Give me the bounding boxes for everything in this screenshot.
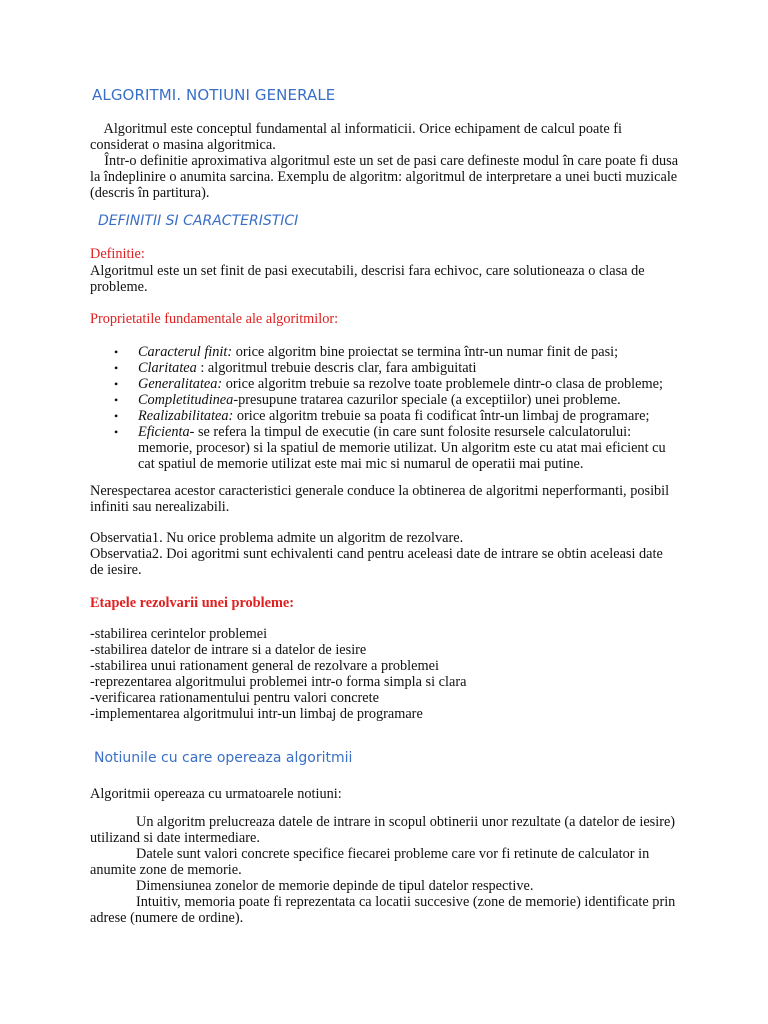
bullet-icon: • xyxy=(114,361,119,375)
property-text: memorie, procesor) si la spatiul de memorie utilizat. Un algoritm este cu atat mai eficient cu xyxy=(138,440,666,456)
list-item: -stabilirea datelor de intrare si a datelor de iesire xyxy=(90,642,367,658)
list-item: -verificarea rationamentului pentru valori concrete xyxy=(90,690,379,706)
section-title-notions: Notiunile cu care opereaza algoritmii xyxy=(94,750,353,766)
list-item: -stabilirea cerintelor problemei xyxy=(90,626,268,642)
property-term: Claritatea xyxy=(138,360,197,376)
definition-label: Definitie: xyxy=(90,246,145,262)
property-text: orice algoritm trebuie sa poata fi codificat într-un limbaj de programare; xyxy=(233,408,650,424)
stages-list xyxy=(90,626,690,722)
intro-line: (descris în partitura). xyxy=(90,185,210,201)
nonrespect-paragraph xyxy=(90,483,710,515)
notion-line: Intuitiv, memoria poate fi reprezentata ca locatii succesive (zone de memorie) identificate prin xyxy=(136,894,676,910)
stages-label: Etapele rezolvarii unei probleme: xyxy=(90,595,294,611)
nonrespect-line: Nerespectarea acestor caracteristici generale conduce la obtinerea de algoritmi neperformanti, posibil xyxy=(90,483,670,499)
property-term: Eficienta- xyxy=(138,424,195,440)
list-item xyxy=(110,424,710,472)
bullet-icon: • xyxy=(114,393,119,407)
property-text: -presupune tratarea cazurilor speciale (a exceptiilor) unei probleme. xyxy=(233,392,621,408)
list-item: -implementarea algoritmului intr-un limbaj de programare xyxy=(90,706,423,722)
intro-line: considerat o masina algoritmica. xyxy=(90,137,276,153)
list-item xyxy=(110,408,710,424)
intro-line: la îndeplinire o anumita sarcina. Exemplu de algoritm: algoritmul de interpretare a unei bucti muzicale xyxy=(90,169,678,185)
property-term: Caracterul finit: xyxy=(138,344,233,360)
intro-line: Algoritmul este conceptul fundamental al informaticii. Orice echipament de calcul poate fi xyxy=(90,121,622,137)
property-term: Completitudinea xyxy=(138,392,234,408)
bullet-icon: • xyxy=(114,409,119,423)
property-text: cat spatiul de memorie utilizat este mai mic si numarul de operatii mai putine. xyxy=(138,456,584,472)
definition-text xyxy=(90,263,690,295)
notion-line: Dimensiunea zonelor de memorie depinde de tipul datelor respective. xyxy=(136,878,534,894)
list-item: -reprezentarea algoritmului problemei intr-o forma simpla si clara xyxy=(90,674,467,690)
nonrespect-line: infiniti sau nerealizabili. xyxy=(90,499,230,515)
list-item xyxy=(110,360,710,376)
list-item xyxy=(110,344,710,360)
observation-line: Observatia2. Doi agoritmi sunt echivalenti cand pentru aceleasi date de intrare se obtin aceleasi date xyxy=(90,546,663,562)
notions-intro: Algoritmii opereaza cu urmatoarele notiuni: xyxy=(90,786,342,802)
property-text: orice algoritm bine proiectat se termina într-un numar finit de pasi; xyxy=(232,344,619,360)
bullet-icon: • xyxy=(114,425,119,439)
notions-paragraphs xyxy=(90,814,677,926)
notion-line: Un algoritm prelucreaza datele de intrare in scopul obtinerii unor rezultate (a datelor de iesire) xyxy=(136,814,676,830)
observation-line: de iesire. xyxy=(90,562,142,578)
notion-line: anumite zone de memorie. xyxy=(90,862,242,878)
intro-paragraph xyxy=(90,121,690,201)
document-title: ALGORITMI. NOTIUNI GENERALE xyxy=(92,86,336,104)
observations xyxy=(90,530,710,578)
list-item: -stabilirea unui rationament general de rezolvare a problemei xyxy=(90,658,439,674)
bullet-icon: • xyxy=(114,345,119,359)
notion-line: adrese (numere de ordine). xyxy=(90,910,244,926)
property-text: : algoritmul trebuie descris clar, fara ambiguitati xyxy=(196,360,477,376)
observation-line: Observatia1. Nu orice problema admite un algoritm de rezolvare. xyxy=(90,530,464,546)
bullet-icon: • xyxy=(114,377,119,391)
properties-list xyxy=(110,344,710,472)
definition-line: probleme. xyxy=(90,279,148,295)
property-text: orice algoritm trebuie sa rezolve toate problemele dintr-o clasa de probleme; xyxy=(222,376,663,392)
notion-line: utilizand si date intermediare. xyxy=(90,830,260,846)
list-item xyxy=(110,392,710,408)
property-term: Generalitatea: xyxy=(138,376,223,392)
definition-line: Algoritmul este un set finit de pasi executabili, descrisi fara echivoc, care solutioneaza o clasa de xyxy=(90,263,645,279)
intro-line: Într-o definitie aproximativa algoritmul este un set de pasi care defineste modul în care poate fi dusa xyxy=(90,153,679,169)
property-term: Realizabilitatea: xyxy=(138,408,234,424)
list-item xyxy=(110,376,710,392)
notion-line: Datele sunt valori concrete specifice fiecarei probleme care vor fi retinute de calculator in xyxy=(136,846,650,862)
section-title-definitions: DEFINITII SI CARACTERISTICI xyxy=(98,213,299,229)
properties-label: Proprietatile fundamentale ale algoritmilor: xyxy=(90,311,339,327)
property-text: se refera la timpul de executie (in care sunt folosite resursele calculatorului: xyxy=(194,424,632,440)
